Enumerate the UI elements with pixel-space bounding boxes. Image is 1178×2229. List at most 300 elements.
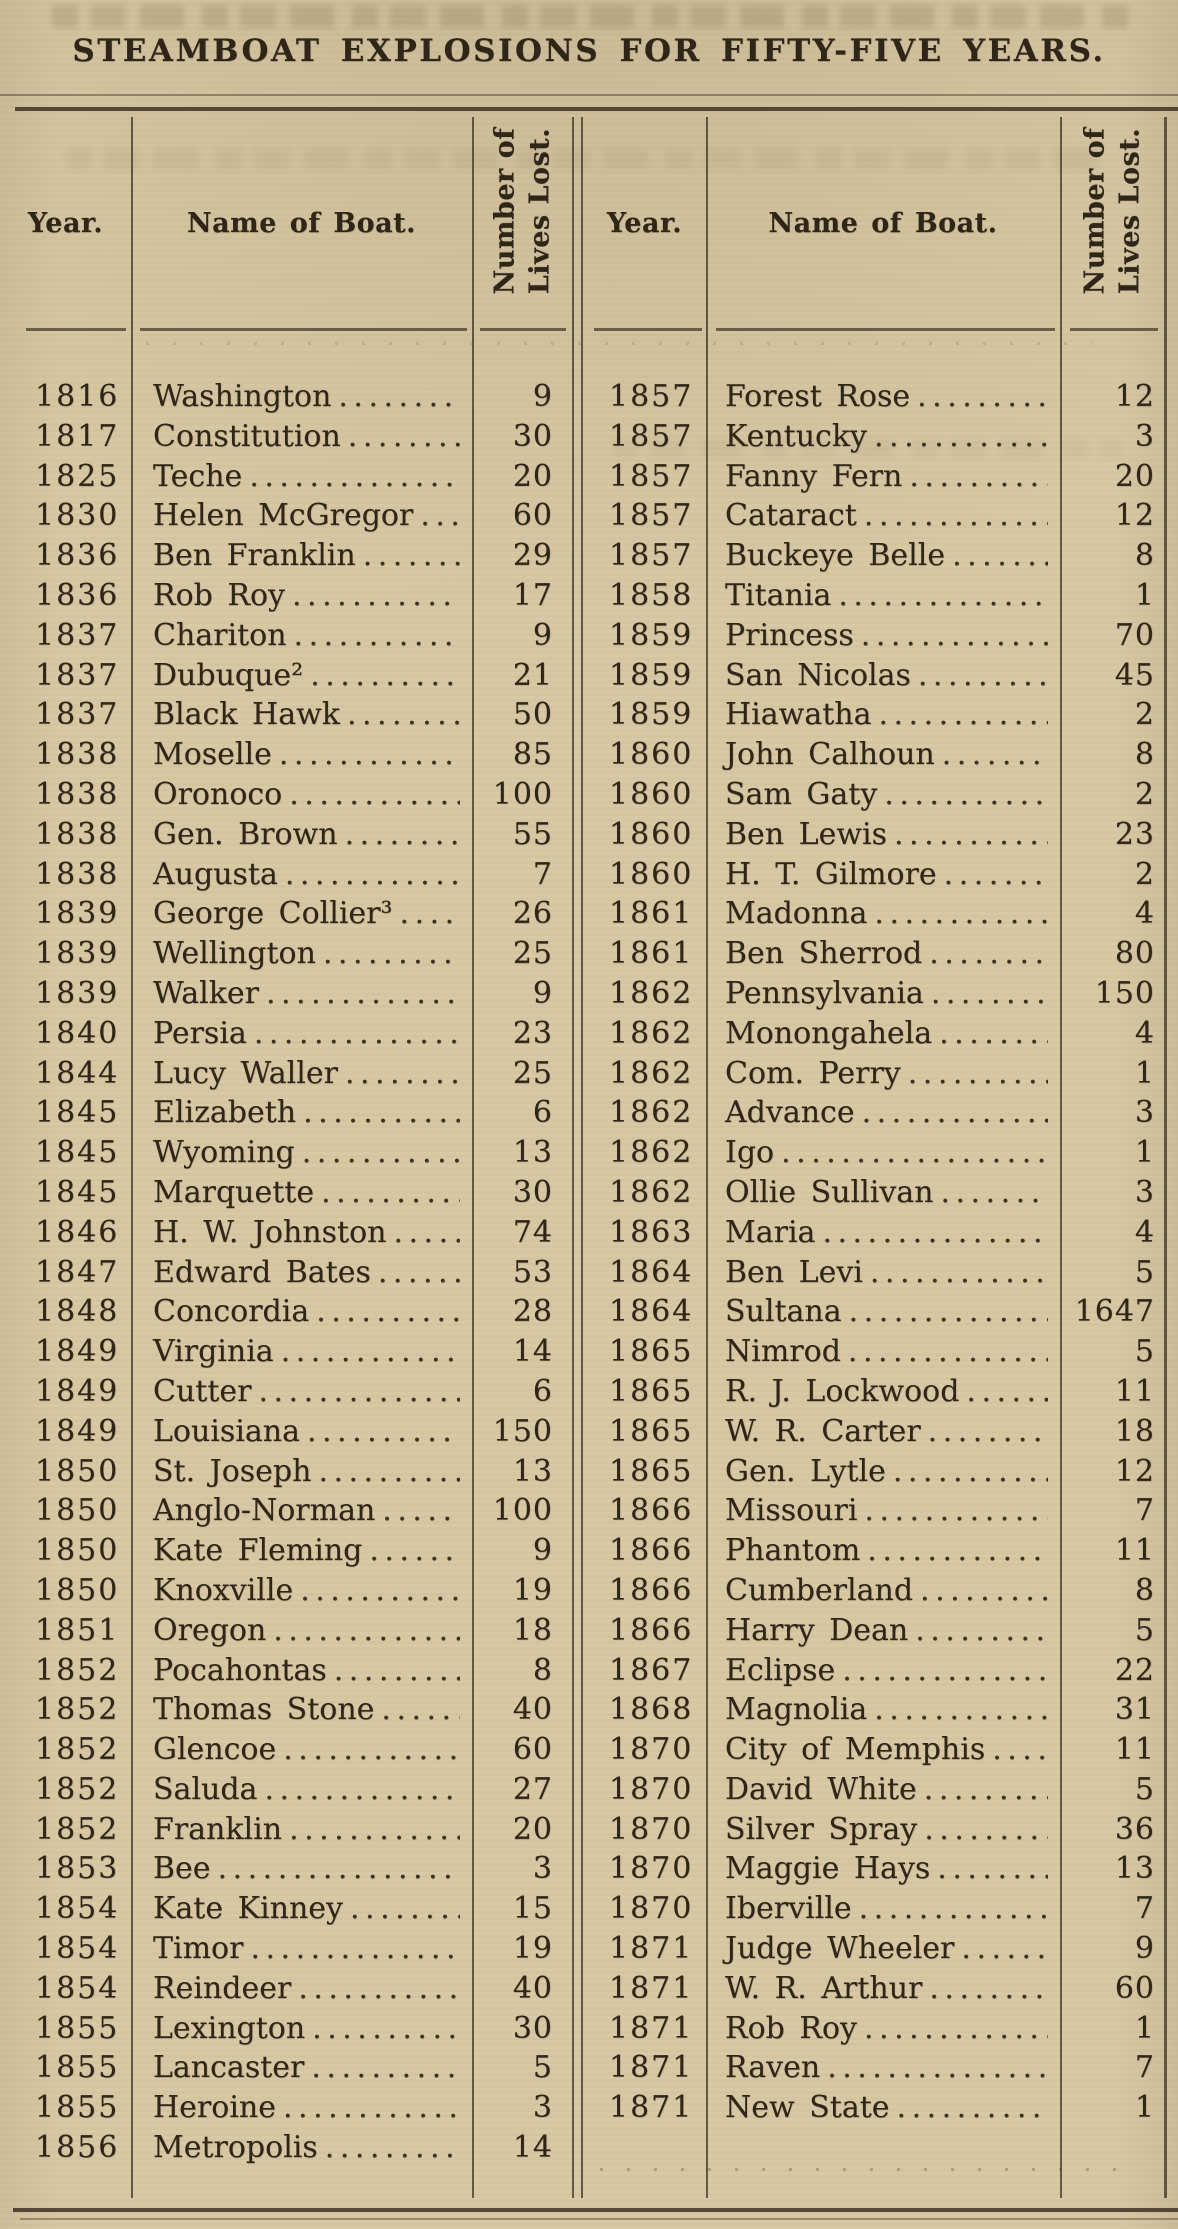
boat-name-text: Hiawatha [725, 697, 872, 733]
boat-name-cell [131, 576, 472, 616]
lives-lost-cell: 40 [512, 1692, 553, 1728]
lives-lost-cell: 7 [1134, 2050, 1155, 2086]
boat-name-text: Ben Lewis [725, 816, 888, 852]
dot-leader [350, 1889, 460, 1929]
table-row [583, 1730, 1164, 1770]
table-row [583, 1133, 1164, 1173]
dot-leader [292, 576, 460, 616]
boat-name-text: San Nicolas [725, 657, 911, 693]
boat-name-text: Louisiana [153, 1413, 300, 1449]
boat-name-text: Ben Sherrod [725, 936, 923, 972]
boat-name-cell [706, 735, 1060, 775]
year-cell: 1849 [35, 1373, 120, 1409]
year-cell: 1871 [609, 2090, 694, 2126]
table-row [583, 1452, 1164, 1492]
boat-name-text: Advance [725, 1095, 855, 1131]
dot-leader [848, 1332, 1048, 1372]
year-cell: 1846 [35, 1214, 120, 1250]
year-cell: 1847 [35, 1254, 120, 1290]
lives-lost-cell: 14 [512, 2130, 553, 2166]
year-cell: 1852 [35, 1652, 120, 1688]
boat-name-text: Ben Franklin [153, 538, 356, 574]
dot-leader [897, 2088, 1048, 2128]
lives-lost-cell: 40 [512, 1970, 553, 2006]
table-row [583, 1531, 1164, 1571]
table-row [583, 775, 1164, 815]
boat-name-cell [706, 1412, 1060, 1452]
boat-name-cell [131, 1770, 472, 1810]
table-row [0, 1372, 572, 1412]
dot-leader [864, 496, 1048, 536]
dot-leader [909, 457, 1048, 497]
boat-name-cell [706, 1969, 1060, 2009]
dot-leader [931, 974, 1048, 1014]
table-row [0, 1929, 572, 1969]
table-row [0, 1491, 572, 1531]
lives-lost-cell: 8 [1134, 1572, 1155, 1608]
bottom-rule-thin [20, 2218, 1178, 2220]
boat-name-text: Teche [153, 458, 243, 494]
ghost-dotted-line-bottom [600, 2168, 1132, 2171]
boat-name-cell [706, 656, 1060, 696]
boat-name-text: Magnolia [725, 1692, 868, 1728]
year-cell: 1866 [609, 1493, 694, 1529]
dot-leader [273, 1611, 460, 1651]
year-cell: 1871 [609, 2050, 694, 2086]
year-cell: 1852 [35, 1732, 120, 1768]
table-row [0, 855, 572, 895]
lives-lost-cell: 22 [1114, 1652, 1155, 1688]
lives-lost-cell: 8 [532, 1652, 553, 1688]
lives-lost-cell: 9 [532, 1533, 553, 1569]
boat-name-text: Marquette [153, 1174, 315, 1210]
year-cell: 1850 [35, 1572, 120, 1608]
dot-leader [347, 695, 460, 735]
boat-name-text: St. Joseph [153, 1453, 312, 1489]
lives-lost-cell: 23 [1114, 816, 1155, 852]
boat-name-cell [706, 815, 1060, 855]
boat-name-cell [706, 1770, 1060, 1810]
table-row [583, 1969, 1164, 2009]
dot-leader [281, 1332, 460, 1372]
year-cell: 1864 [609, 1294, 694, 1330]
table-row [583, 1213, 1164, 1253]
boat-name-cell [706, 1810, 1060, 1850]
table-row [583, 377, 1164, 417]
table-row [583, 1571, 1164, 1611]
bleed-through-line-top [52, 5, 1138, 28]
lives-lost-cell: 150 [1094, 975, 1155, 1011]
dot-leader [325, 2128, 460, 2168]
boat-name-text: Judge Wheeler [725, 1931, 955, 1967]
lives-lost-cell: 60 [512, 498, 553, 534]
dot-leader [924, 1810, 1048, 1850]
year-cell: 1870 [609, 1771, 694, 1807]
year-cell: 1854 [35, 1931, 120, 1967]
boat-name-text: Rob Roy [153, 577, 285, 613]
boat-name-cell [131, 1730, 472, 1770]
lives-lost-cell: 29 [512, 538, 553, 574]
year-cell: 1825 [35, 458, 120, 494]
table-row [583, 1054, 1164, 1094]
table-row [583, 616, 1164, 656]
lives-lost-cell: 150 [492, 1413, 553, 1449]
boat-name-text: Sultana [725, 1294, 842, 1330]
year-cell: 1850 [35, 1493, 120, 1529]
dot-leader [929, 934, 1048, 974]
lives-lost-cell: 14 [512, 1334, 553, 1370]
boat-name-cell [131, 656, 472, 696]
lives-lost-cell: 26 [512, 896, 553, 932]
boat-name-cell [131, 457, 472, 497]
boat-name-text: Concordia [153, 1294, 310, 1330]
lives-lost-cell: 50 [512, 697, 553, 733]
dot-leader [345, 815, 460, 855]
boat-name-text: Kate Kinney [153, 1891, 343, 1927]
boat-name-cell [706, 1372, 1060, 1412]
dot-leader [294, 616, 460, 656]
header-year-right: Year. [606, 207, 683, 239]
lives-lost-cell: 8 [1134, 538, 1155, 574]
boat-name-text: Knoxville [153, 1572, 294, 1608]
dot-leader [861, 616, 1048, 656]
table-row [583, 934, 1164, 974]
dot-leader [264, 1770, 460, 1810]
lives-lost-cell: 30 [512, 1174, 553, 1210]
dot-leader [827, 2048, 1048, 2088]
boat-name-text: Lucy Waller [153, 1055, 338, 1091]
year-cell: 1848 [35, 1294, 120, 1330]
boat-name-text: Sam Gaty [725, 776, 878, 812]
year-cell: 1855 [35, 2050, 120, 2086]
year-cell: 1845 [35, 1095, 120, 1131]
boat-name-text: Virginia [153, 1334, 274, 1370]
lives-lost-cell: 21 [512, 657, 553, 693]
boat-name-cell [706, 1889, 1060, 1929]
table-row [0, 496, 572, 536]
table-row [0, 2048, 572, 2088]
lives-lost-cell: 25 [512, 1055, 553, 1091]
year-cell: 1871 [609, 1970, 694, 2006]
dot-leader [918, 656, 1048, 696]
boat-name-text: Moselle [153, 737, 272, 773]
year-cell: 1860 [609, 816, 694, 852]
dot-leader [917, 377, 1048, 417]
boat-name-cell [706, 855, 1060, 895]
boat-name-cell [706, 616, 1060, 656]
boat-name-text: Dubuque² [153, 657, 304, 693]
table-row [0, 1093, 572, 1133]
table-row [583, 1173, 1164, 1213]
dot-leader [254, 1014, 460, 1054]
table-row [583, 1093, 1164, 1133]
boat-name-text: W. R. Arthur [725, 1970, 923, 2006]
year-cell: 1830 [35, 498, 120, 534]
year-cell: 1859 [609, 697, 694, 733]
table-row [0, 775, 572, 815]
table-row [0, 1969, 572, 2009]
dot-leader [420, 496, 460, 536]
dot-leader [894, 815, 1048, 855]
year-cell: 1862 [609, 1095, 694, 1131]
year-cell: 1836 [35, 538, 120, 574]
table-row [0, 1253, 572, 1293]
table-row [583, 1849, 1164, 1889]
dot-leader [939, 1014, 1048, 1054]
lives-lost-cell: 36 [1114, 1811, 1155, 1847]
dot-leader [864, 1491, 1048, 1531]
boat-name-text: City of Memphis [725, 1732, 986, 1768]
boat-name-text: H. W. Johnston [153, 1214, 387, 1250]
table-row [0, 2009, 572, 2049]
top-rule-thin [0, 94, 1178, 96]
boat-name-cell [131, 536, 472, 576]
boat-name-cell [131, 2048, 472, 2088]
header-boat-name-left: Name of Boat. [186, 207, 417, 239]
lives-lost-cell: 11 [1114, 1533, 1155, 1569]
boat-name-cell [706, 1531, 1060, 1571]
lives-lost-cell: 4 [1134, 1015, 1155, 1051]
boat-name-text: Chariton [153, 617, 287, 653]
table-row [0, 1889, 572, 1929]
lives-lost-cell: 18 [512, 1612, 553, 1648]
header-lives-lost-left [472, 117, 572, 329]
boat-name-text: Edward Bates [153, 1254, 371, 1290]
lives-lost-cell: 17 [512, 577, 553, 613]
table-row [0, 894, 572, 934]
lives-lost-cell: 9 [532, 617, 553, 653]
table-row [0, 2128, 572, 2168]
boat-name-cell [706, 1253, 1060, 1293]
boat-name-text: Fanny Fern [725, 458, 903, 494]
table-row [0, 1292, 572, 1332]
dot-leader [884, 775, 1048, 815]
year-cell: 1837 [35, 657, 120, 693]
lives-lost-cell: 70 [1114, 617, 1155, 653]
boat-name-text: Heroine [153, 2090, 276, 2126]
dot-leader [318, 1452, 460, 1492]
boat-name-cell [131, 1332, 472, 1372]
lives-lost-cell: 12 [1114, 379, 1155, 414]
dot-leader [864, 2009, 1048, 2049]
lives-lost-cell: 9 [532, 379, 553, 414]
boat-name-cell [706, 2088, 1060, 2128]
table-row [0, 1849, 572, 1889]
boat-name-cell [131, 1571, 472, 1611]
table-row [583, 815, 1164, 855]
year-cell: 1861 [609, 936, 694, 972]
table-row [0, 1014, 572, 1054]
boat-name-cell [131, 775, 472, 815]
year-cell: 1836 [35, 577, 120, 613]
dot-leader [940, 1173, 1048, 1213]
year-cell: 1871 [609, 2010, 694, 2046]
year-cell: 1862 [609, 1174, 694, 1210]
year-cell: 1862 [609, 1055, 694, 1091]
dot-leader [937, 1849, 1048, 1889]
lives-lost-cell: 53 [512, 1254, 553, 1290]
boat-name-text: Com. Perry [725, 1055, 901, 1091]
boat-name-text: Raven [725, 2050, 821, 2086]
dot-leader [279, 735, 460, 775]
lives-lost-cell: 5 [532, 2050, 553, 2086]
dot-leader [942, 735, 1048, 775]
year-cell: 1838 [35, 856, 120, 892]
year-cell: 1845 [35, 1135, 120, 1171]
boat-name-text: Saluda [153, 1771, 258, 1807]
boat-name-text: Ben Levi [725, 1254, 863, 1290]
dot-leader [289, 1810, 460, 1850]
dot-leader [258, 1372, 460, 1412]
table-row [0, 576, 572, 616]
table-row [0, 616, 572, 656]
lives-lost-cell: 9 [1134, 1931, 1155, 1967]
table-row [583, 974, 1164, 1014]
boat-name-text: Elizabeth [153, 1095, 297, 1131]
boat-name-text: Oregon [153, 1612, 267, 1648]
boat-name-cell [706, 1292, 1060, 1332]
boat-name-text: Wyoming [153, 1135, 295, 1171]
boat-name-cell [131, 2009, 472, 2049]
lives-lost-cell: 5 [1134, 1334, 1155, 1370]
year-cell: 1839 [35, 975, 120, 1011]
lives-lost-cell: 85 [512, 737, 553, 773]
table-row [583, 1292, 1164, 1332]
dot-leader [345, 1054, 460, 1094]
table-row [583, 1372, 1164, 1412]
boat-name-text: Nimrod [725, 1334, 841, 1370]
boat-name-text: Metropolis [153, 2130, 318, 2166]
dot-leader [378, 1253, 460, 1293]
lives-lost-cell: 6 [532, 1373, 553, 1409]
boat-name-cell [131, 695, 472, 735]
dot-leader [218, 1849, 460, 1889]
dot-leader [838, 576, 1048, 616]
year-cell: 1852 [35, 1771, 120, 1807]
lives-lost-cell: 30 [512, 418, 553, 454]
boat-name-text: Black Hawk [153, 697, 340, 733]
lives-lost-cell: 13 [512, 1135, 553, 1171]
boat-name-cell [706, 1213, 1060, 1253]
table-row [0, 1651, 572, 1691]
boat-name-text: Persia [153, 1015, 247, 1051]
year-cell: 1858 [609, 577, 694, 613]
boat-name-text: Oronoco [153, 776, 283, 812]
dot-leader [867, 1531, 1048, 1571]
lives-lost-cell: 6 [532, 1095, 553, 1131]
year-cell: 1857 [609, 458, 694, 494]
lives-lost-cell: 7 [532, 856, 553, 892]
header-boat-name-right: Name of Boat. [768, 207, 998, 239]
lives-lost-cell: 1 [1134, 2010, 1155, 2046]
table-row [0, 377, 572, 417]
table-row [583, 656, 1164, 696]
boat-name-text: Forest Rose [725, 379, 911, 414]
boat-name-cell [706, 974, 1060, 1014]
table-row [0, 1690, 572, 1730]
dot-leader [400, 894, 460, 934]
dot-leader [874, 894, 1048, 934]
boat-name-cell [131, 1849, 472, 1889]
year-cell: 1854 [35, 1891, 120, 1927]
dot-leader [303, 1093, 460, 1133]
boat-name-text: Maggie Hays [725, 1851, 931, 1887]
boat-name-text: Cumberland [725, 1572, 914, 1608]
boat-name-cell [131, 894, 472, 934]
dot-leader [250, 1929, 460, 1969]
table-row [583, 1810, 1164, 1850]
dot-leader [961, 1929, 1048, 1969]
header-lives-line2: Lives Lost. [524, 127, 555, 295]
table-row [0, 1571, 572, 1611]
bottom-rule-thick [13, 2208, 1178, 2212]
year-cell: 1860 [609, 737, 694, 773]
boat-name-cell [131, 1412, 472, 1452]
boat-name-text: Harry Dean [725, 1612, 909, 1648]
year-cell: 1816 [35, 379, 120, 414]
year-cell: 1866 [609, 1612, 694, 1648]
boat-name-cell [131, 1651, 472, 1691]
dot-leader [348, 417, 460, 457]
year-cell: 1865 [609, 1453, 694, 1489]
boat-name-cell [131, 1173, 472, 1213]
boat-name-cell [131, 1014, 472, 1054]
lives-lost-cell: 19 [512, 1572, 553, 1608]
boat-name-cell [131, 1491, 472, 1531]
boat-name-text: Timor [153, 1931, 244, 1967]
boat-name-cell [131, 1531, 472, 1571]
table-row [0, 1730, 572, 1770]
lives-lost-cell: 45 [1114, 657, 1155, 693]
dot-leader [781, 1133, 1048, 1173]
lives-lost-cell: 27 [512, 1771, 553, 1807]
boat-name-cell [706, 377, 1060, 417]
year-cell: 1851 [35, 1612, 120, 1648]
lives-lost-cell: 8 [1134, 737, 1155, 773]
table-row [0, 1810, 572, 1850]
boat-name-text: Missouri [725, 1493, 858, 1529]
boat-name-cell [706, 775, 1060, 815]
boat-name-text: Wellington [153, 936, 316, 972]
dot-leader [311, 2048, 460, 2088]
boat-name-text: Monongahela [725, 1015, 933, 1051]
year-cell: 1838 [35, 776, 120, 812]
header-year-left: Year. [27, 207, 104, 239]
boat-name-cell [131, 1253, 472, 1293]
lives-lost-cell: 12 [1114, 1453, 1155, 1489]
boat-name-text: Ollie Sullivan [725, 1174, 934, 1210]
left-table-body [0, 377, 572, 2168]
year-cell: 1859 [609, 617, 694, 653]
dot-leader [363, 536, 460, 576]
lives-lost-cell: 55 [512, 816, 553, 852]
boat-name-text: R. J. Lockwood [725, 1373, 960, 1409]
boat-name-text: Lexington [153, 2010, 306, 2046]
lives-lost-cell: 7 [1134, 1891, 1155, 1927]
header-lives-line2: Lives Lost. [1114, 127, 1145, 295]
year-cell: 1866 [609, 1572, 694, 1608]
table-row [0, 1611, 572, 1651]
table-row [0, 735, 572, 775]
dot-leader [302, 1133, 460, 1173]
boat-name-text: David White [725, 1771, 917, 1807]
lives-lost-cell: 3 [532, 1851, 553, 1887]
boat-name-cell [131, 1054, 472, 1094]
year-cell: 1845 [35, 1174, 120, 1210]
boat-name-cell [131, 934, 472, 974]
boat-name-cell [131, 2088, 472, 2128]
table-row [583, 2009, 1164, 2049]
